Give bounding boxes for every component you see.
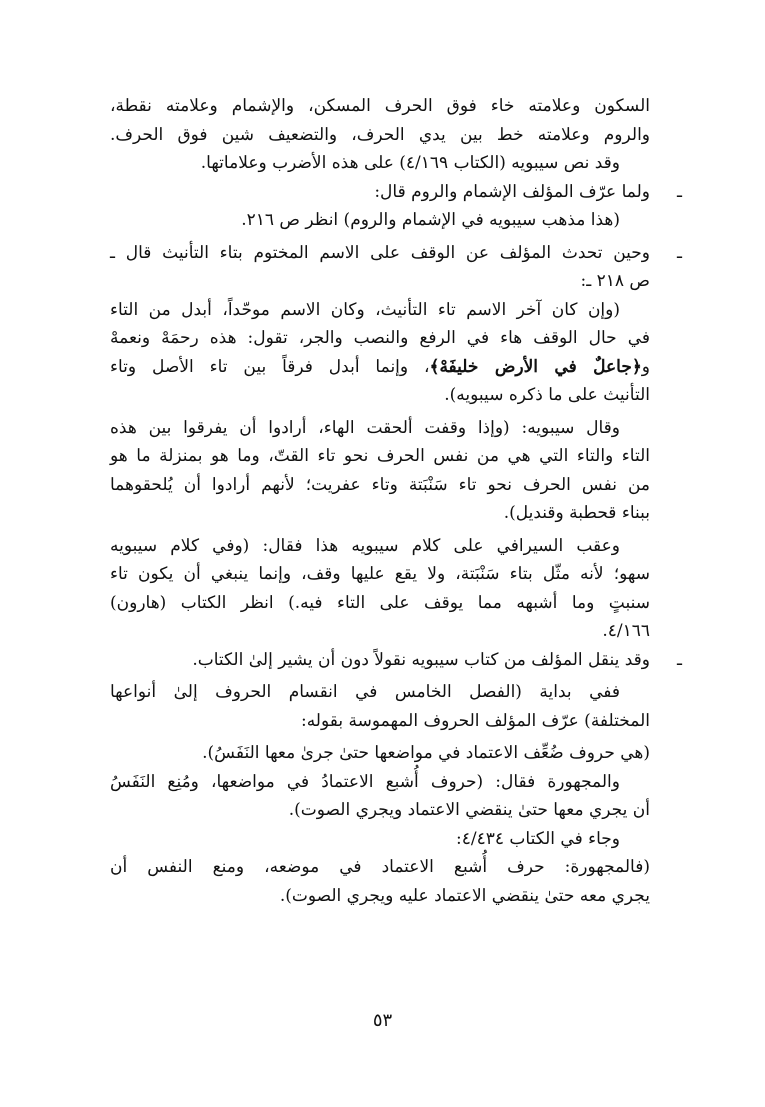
- bullet-dash-1: ـ: [677, 181, 682, 202]
- text-line-18: سنبتٍ وما أشبهه مما يوقف على التاء فيه.) انظر الكتاب (هارون): [110, 592, 650, 613]
- text-line-20: ـ وقد ينقل المؤلف من كتاب سيبويه نقولاً دون أن يشير إلىٰ الكتاب.: [110, 646, 650, 675]
- text-line-16: وعقب السيرافي على كلام سيبويه هذا فقال: (وفي كلام سيبويه: [110, 535, 620, 556]
- bullet-dash-3: ـ: [677, 649, 682, 670]
- text-line-3: وقد نص سيبويه (الكتاب ٤/١٦٩) على هذه الأضرب وعلاماتها.: [200, 153, 620, 173]
- text-line-23: (هي حروف ضُعِّف الاعتماد في مواضعها حتىٰ جرىٰ معها النَفَسُ).: [202, 743, 650, 763]
- text-line-24: والمجهورة فقال: (حروف أُشبع الاعتمادُ في مواضعها، ومُنِع النَفَسُ: [110, 771, 620, 792]
- bullet-dash-2: ـ: [677, 242, 682, 263]
- text-line-28: يجري معه حتىٰ ينقضي الاعتماد عليه ويجري الصوت).: [279, 885, 650, 906]
- text-line-2: والروم وعلامته خط بين يدي الحرف، والتضعيف شين فوق الحرف.: [110, 124, 650, 145]
- text-line-26: وجاء في الكتاب ٤/٤٣٤:: [455, 828, 620, 849]
- text-line-4: ـ ولما عرّف المؤلف الإشمام والروم قال:: [110, 178, 650, 207]
- text-line-17: سهو؛ لأنه مثّل بتاء سَنْبَتة، ولا يقع عليها وقف، وإنما ينبغي أن يكون تاء: [110, 564, 650, 584]
- text-line-11: التأنيث على ما ذكره سيبويه).: [444, 385, 650, 405]
- text-line-10: و﴿جاعلٌ في الأرض خليفَهْ﴾، وإنما أبدل فرقاً بين تاء الأصل وتاء: [110, 356, 651, 377]
- text-line-22: المختلفة) عرّف المؤلف الحروف المهموسة بقوله:: [300, 710, 650, 731]
- text-line-14: من نفس الحرف نحو تاء سَنْبَتة وتاء عفريت؛ لأنهم أرادوا أن يُلحقوهما: [110, 474, 650, 495]
- text-line-15: ببناء قحطبة وقنديل).: [503, 503, 650, 523]
- text-line-25: أن يجري معها حتىٰ ينقضي الاعتماد ويجري الصوت).: [288, 800, 650, 820]
- text-line-7: ص ٢١٨ ـ:: [580, 271, 650, 291]
- text-line-12: وقال سيبويه: (وإذا وقفت ألحقت الهاء، أرادوا أن يفرقوا بين هذه: [110, 417, 620, 438]
- text-line-1: السكون وعلامته خاء فوق الحرف المسكن، والإشمام وعلامته نقطة،: [110, 96, 650, 116]
- text-line-5: (هذا مذهب سيبويه في الإشمام والروم) انظر ص ٢١٦.: [241, 210, 620, 230]
- text-line-27: (فالمجهورة: حرف أُشبع الاعتماد في موضعه، ومنع النفس أن: [110, 857, 650, 877]
- text-line-13: التاء والتاء التي هي من نفس الحرف نحو تاء القتّ، وما هو بمنزلة ما هو: [110, 446, 650, 466]
- text-line-19: ٤/١٦٦.: [602, 621, 650, 641]
- quran-quote: ﴿جاعلٌ في الأرض خليفَهْ﴾: [429, 356, 642, 377]
- text-line-9: في حال الوقف هاء في الرفع والنصب والجر، تقول: هذه رحمَهْ ونعمهْ: [110, 328, 650, 348]
- text-line-8: (وإن كان آخر الاسم تاء التأنيث، وكان الاسم موحّداً، أبدل من التاء: [110, 299, 620, 320]
- page-body: [110, 92, 682, 910]
- text-line-21: ففي بداية (الفصل الخامس في انقسام الحروف إلىٰ أنواعها: [110, 682, 620, 702]
- page-number: ٥٣: [372, 1010, 393, 1031]
- text-line-6: ـ وحين تحدث المؤلف عن الوقف على الاسم المختوم بتاء التأنيث قال ـ: [110, 239, 650, 268]
